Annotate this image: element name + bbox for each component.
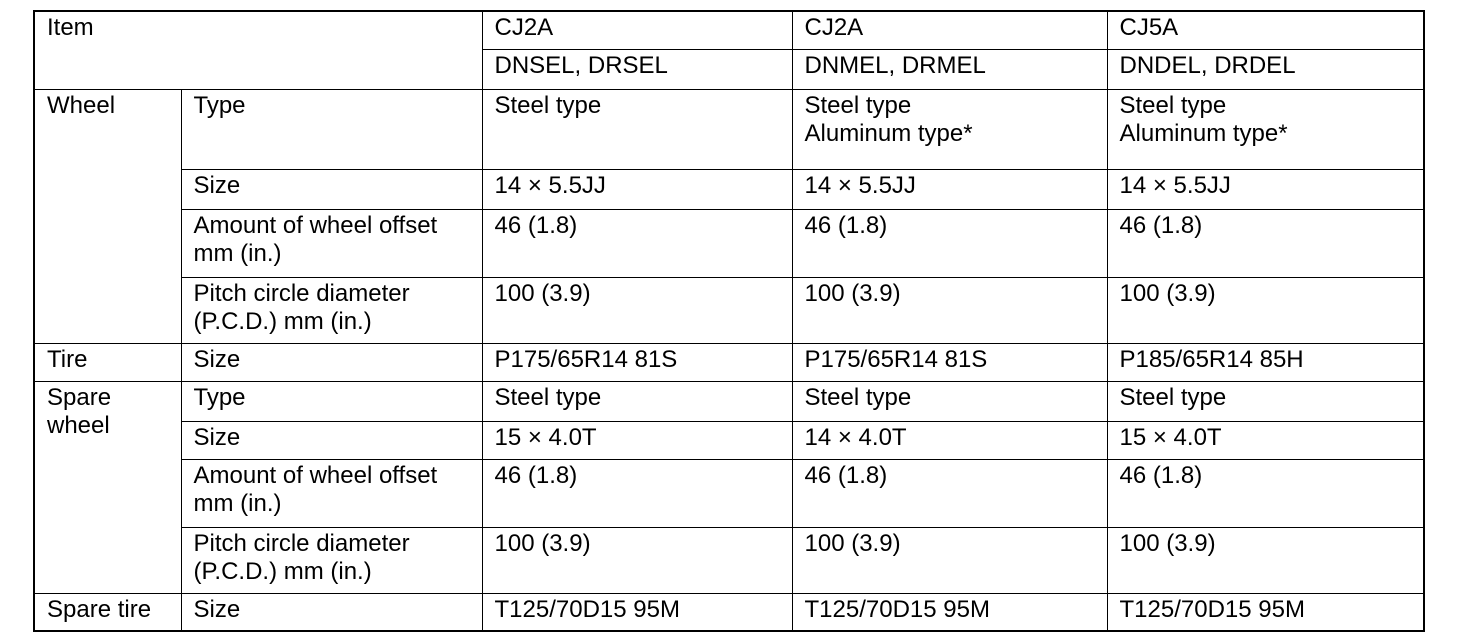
header-model-variants-cell: [1107, 49, 1424, 89]
wheel-type-value: Steel type: [494, 91, 602, 119]
wheel-type-value: Aluminum type*: [804, 119, 973, 147]
header-model-code-cell: [792, 11, 1107, 49]
spare-wheel-type-value: Steel type: [1119, 383, 1227, 411]
value-cell: [482, 459, 792, 527]
spare-wheel-size-label: Size: [193, 423, 241, 451]
value-cell: [1107, 169, 1424, 209]
spare-wheel-type-value: Steel type: [494, 383, 602, 411]
row-label-cell: [181, 381, 482, 421]
spare-wheel-pcd-value: 100 (3.9): [804, 529, 901, 557]
row-label-cell: [181, 593, 482, 631]
row-label-cell: [181, 209, 482, 277]
header-item-cell: [34, 11, 482, 89]
wheel-offset-label: Amount of wheel offset: [193, 211, 438, 239]
wheel-offset-value: 46 (1.8): [494, 211, 578, 239]
tire-size-label: Size: [193, 345, 241, 373]
value-cell: [482, 89, 792, 169]
header-model-variants-cell: [792, 49, 1107, 89]
row-label-cell: [181, 343, 482, 381]
wheel-type-value: Aluminum type*: [1119, 119, 1288, 147]
spare-wheel-pcd-label: Pitch circle diameter: [193, 529, 410, 557]
spare-wheel-pcd-row: [34, 527, 1424, 593]
tire-size-value: P175/65R14 81S: [494, 345, 678, 373]
header-model-variants-cell: [482, 49, 792, 89]
row-label-cell: [181, 459, 482, 527]
spare-tire-size-label: Size: [193, 595, 241, 623]
value-cell: [482, 209, 792, 277]
value-cell: [792, 89, 1107, 169]
wheel-pcd-unit: (P.C.D.) mm (in.): [193, 307, 372, 335]
value-cell: [482, 343, 792, 381]
wheel-pcd-value: 100 (3.9): [494, 279, 591, 307]
value-cell: [792, 343, 1107, 381]
wheel-group-cell: [34, 89, 181, 343]
spare-wheel-offset-row: [34, 459, 1424, 527]
wheel-size-row: [34, 169, 1424, 209]
spare-wheel-offset-unit: mm (in.): [193, 489, 282, 517]
value-cell: [482, 381, 792, 421]
spare-wheel-size-value: 15 × 4.0T: [494, 423, 597, 451]
wheel-type-row: [34, 89, 1424, 169]
value-cell: [792, 421, 1107, 459]
spare-wheel-pcd-value: 100 (3.9): [1119, 529, 1216, 557]
value-cell: [1107, 459, 1424, 527]
spare-tire-group-cell: [34, 593, 181, 631]
row-label-cell: [181, 89, 482, 169]
spare-tire-group-label: Spare tire: [47, 595, 152, 623]
value-cell: [482, 421, 792, 459]
spare-wheel-group-label: Spare: [47, 383, 112, 411]
spare-wheel-group-label: wheel: [47, 411, 110, 439]
wheel-offset-unit: mm (in.): [193, 239, 282, 267]
value-cell: [792, 277, 1107, 343]
value-cell: [1107, 89, 1424, 169]
row-label-cell: [181, 527, 482, 593]
spare-wheel-offset-value: 46 (1.8): [1119, 461, 1203, 489]
value-cell: [482, 593, 792, 631]
wheel-pcd-value: 100 (3.9): [1119, 279, 1216, 307]
wheel-offset-value: 46 (1.8): [1119, 211, 1203, 239]
wheel-size-value: 14 × 5.5JJ: [804, 171, 916, 199]
spare-tire-size-value: T125/70D15 95M: [1119, 595, 1305, 623]
wheel-offset-row: [34, 209, 1424, 277]
value-cell: [1107, 209, 1424, 277]
wheel-group-label: Wheel: [47, 91, 116, 119]
row-label-cell: [181, 169, 482, 209]
value-cell: [792, 593, 1107, 631]
value-cell: [792, 209, 1107, 277]
spare-wheel-size-value: 15 × 4.0T: [1119, 423, 1222, 451]
value-cell: [482, 527, 792, 593]
header-model-variants: DNSEL, DRSEL: [494, 51, 668, 79]
tire-group-cell: [34, 343, 181, 381]
value-cell: [1107, 593, 1424, 631]
spare-wheel-offset-value: 46 (1.8): [494, 461, 578, 489]
wheel-pcd-value: 100 (3.9): [804, 279, 901, 307]
spare-wheel-pcd-value: 100 (3.9): [494, 529, 591, 557]
spare-wheel-offset-value: 46 (1.8): [804, 461, 888, 489]
spare-wheel-type-value: Steel type: [804, 383, 912, 411]
spare-tire-size-value: T125/70D15 95M: [494, 595, 680, 623]
wheel-size-value: 14 × 5.5JJ: [1119, 171, 1231, 199]
header-row-model-code: [34, 11, 1424, 49]
row-label-cell: [181, 421, 482, 459]
header-model-code: CJ5A: [1119, 14, 1179, 41]
header-model-code: CJ2A: [494, 14, 554, 41]
spare-wheel-pcd-unit: (P.C.D.) mm (in.): [193, 557, 372, 585]
spare-wheel-offset-label: Amount of wheel offset: [193, 461, 438, 489]
spare-wheel-type-row: [34, 381, 1424, 421]
value-cell: [482, 169, 792, 209]
header-model-variants: DNMEL, DRMEL: [804, 51, 986, 79]
value-cell: [1107, 527, 1424, 593]
value-cell: [1107, 277, 1424, 343]
header-model-variants: DNDEL, DRDEL: [1119, 51, 1296, 79]
spare-tire-size-value: T125/70D15 95M: [804, 595, 990, 623]
value-cell: [1107, 381, 1424, 421]
value-cell: [792, 527, 1107, 593]
wheel-pcd-row: [34, 277, 1424, 343]
wheel-tire-spec-table: [33, 10, 1425, 632]
spare-wheel-group-cell: [34, 381, 181, 593]
value-cell: [1107, 343, 1424, 381]
header-item-label: Item: [47, 14, 94, 41]
tire-group-label: Tire: [47, 345, 88, 373]
spare-tire-size-row: [34, 593, 1424, 631]
wheel-offset-value: 46 (1.8): [804, 211, 888, 239]
row-label-cell: [181, 277, 482, 343]
value-cell: [792, 169, 1107, 209]
tire-size-value: P175/65R14 81S: [804, 345, 988, 373]
spare-wheel-type-label: Type: [193, 383, 246, 411]
spare-wheel-size-row: [34, 421, 1424, 459]
value-cell: [1107, 421, 1424, 459]
value-cell: [482, 277, 792, 343]
wheel-type-value: Steel type: [804, 91, 912, 119]
wheel-size-label: Size: [193, 171, 241, 199]
spare-wheel-size-value: 14 × 4.0T: [804, 423, 907, 451]
tire-size-value: P185/65R14 85H: [1119, 345, 1304, 373]
tire-size-row: [34, 343, 1424, 381]
value-cell: [792, 459, 1107, 527]
header-model-code: CJ2A: [804, 14, 864, 41]
wheel-size-value: 14 × 5.5JJ: [494, 171, 606, 199]
wheel-pcd-label: Pitch circle diameter: [193, 279, 410, 307]
wheel-type-label: Type: [193, 91, 246, 119]
header-model-code-cell: [482, 11, 792, 49]
value-cell: [792, 381, 1107, 421]
header-model-code-cell: [1107, 11, 1424, 49]
wheel-type-value: Steel type: [1119, 91, 1227, 119]
